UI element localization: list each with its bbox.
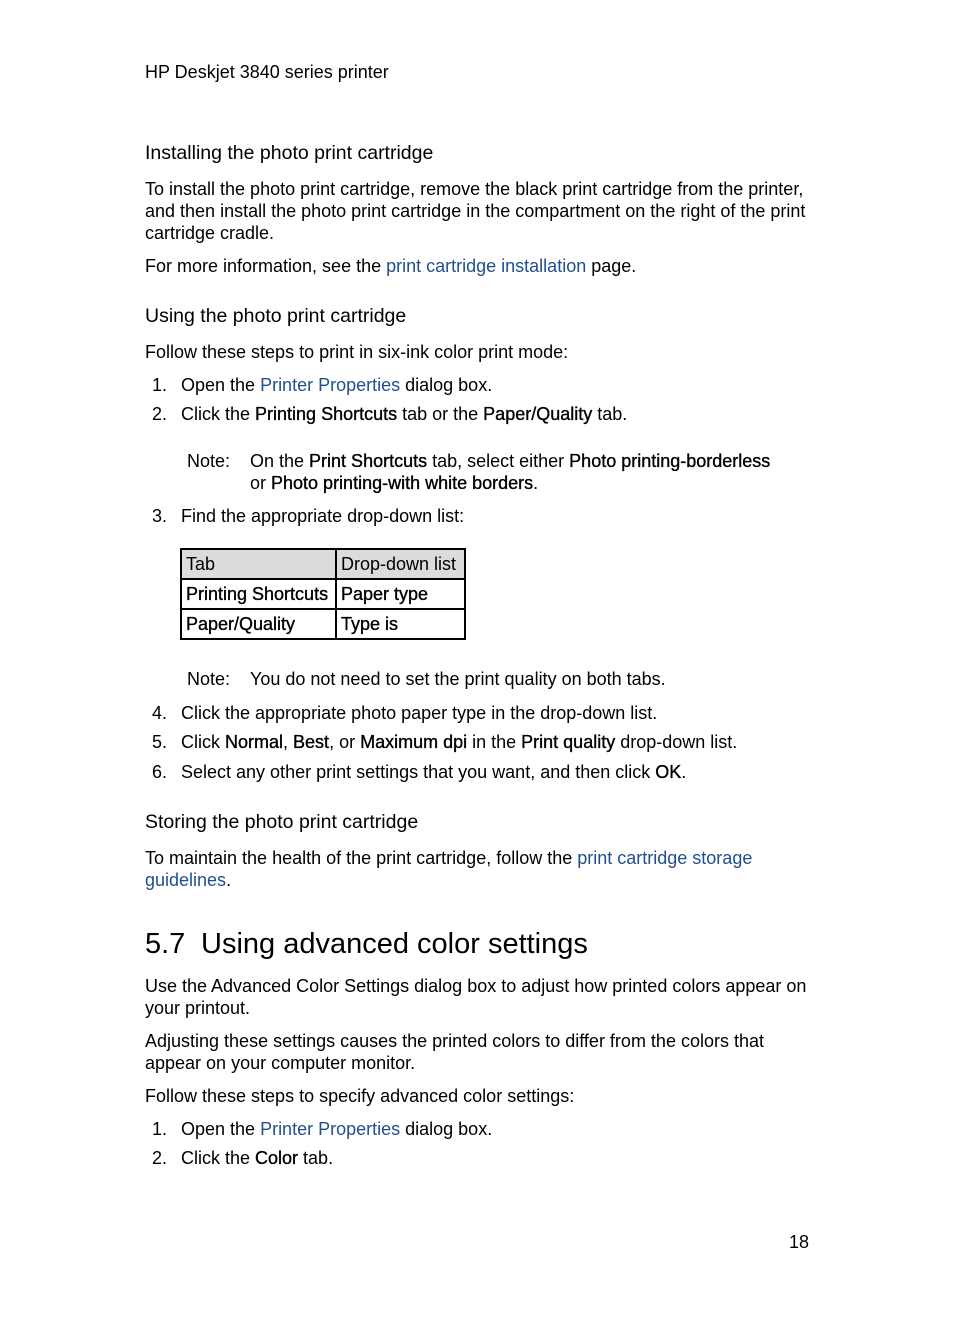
ui-term: Color: [255, 1148, 299, 1168]
list-item: [151, 761, 687, 783]
step-text: tab.: [298, 1148, 334, 1168]
table-row: [181, 579, 465, 609]
list-item: [151, 702, 658, 724]
list-number: 6.: [151, 762, 167, 782]
note-text: .: [533, 473, 539, 493]
using-intro: Follow these steps to print in six-ink color print mode:: [145, 342, 569, 362]
note-print-quality: [187, 668, 810, 692]
step-text: tab or the: [397, 404, 484, 424]
ui-term: Maximum dpi: [360, 732, 468, 752]
step-text: Select any other print settings that you want, and then click: [181, 762, 656, 782]
ui-term: Type is: [341, 613, 399, 634]
list-number: 2.: [151, 1148, 167, 1168]
step-text: Open the: [181, 1119, 261, 1139]
list-number: 2.: [151, 404, 167, 424]
ui-term: Photo printing-with white borders: [271, 473, 534, 493]
link-text: print cartridge storage: [577, 848, 753, 868]
ui-term: Best: [293, 732, 330, 752]
link-text: guidelines: [145, 870, 227, 890]
step-text: tab.: [592, 404, 628, 424]
section-title-text: Using advanced color settings: [201, 928, 588, 960]
note-label: Note:: [187, 451, 231, 471]
step-text: Click the: [181, 404, 256, 424]
printer-properties-link[interactable]: Printer Properties: [260, 375, 401, 395]
ui-term: OK: [655, 762, 682, 782]
table-header-cell: Drop-down list: [336, 549, 465, 579]
list-number: 4.: [151, 703, 167, 723]
table-header-row: [181, 549, 465, 579]
list-item: [151, 374, 493, 396]
more-info-prefix: For more information, see the: [145, 256, 387, 276]
ui-term: Printing Shortcuts: [255, 404, 398, 424]
step-text: Click: [181, 732, 225, 752]
list-item: [151, 1118, 493, 1140]
table-cell: [336, 609, 465, 639]
installing-heading: Installing the photo print cartridge: [145, 142, 434, 164]
page-number: 18: [789, 1232, 810, 1252]
note-text: On the: [250, 451, 310, 471]
step-text: , or: [329, 732, 361, 752]
ui-term: Photo printing-borderless: [569, 451, 771, 471]
step-text: Click the appropriate photo paper type in the drop-down list.: [181, 703, 658, 723]
dropdown-table: [180, 548, 466, 640]
table-cell: [181, 579, 336, 609]
installing-paragraph: To install the photo print cartridge, remove the black print cartridge from the printer, and then install the photo print cartridge in the compartment on the right of the print cartridge cradle.: [145, 179, 806, 243]
printer-properties-link[interactable]: Printer Properties: [260, 1119, 401, 1139]
table-header-cell: Tab: [181, 549, 336, 579]
list-number: 5.: [151, 732, 167, 752]
list-item: [151, 731, 738, 753]
list-number: 3.: [151, 506, 167, 526]
more-info-line: [145, 255, 813, 277]
ui-term: Print quality: [521, 732, 616, 752]
more-info-suffix: page.: [586, 256, 637, 276]
ui-term: Paper type: [341, 583, 429, 604]
ui-term: Paper/Quality: [186, 613, 296, 634]
note-print-shortcuts: [187, 450, 810, 496]
table-cell: [181, 609, 336, 639]
step-text: Click the: [181, 1148, 256, 1168]
list-number: 1.: [151, 1119, 167, 1139]
step-text: drop-down list.: [615, 732, 738, 752]
step-text: Find the appropriate drop-down list:: [181, 506, 465, 526]
table-row: [181, 609, 465, 639]
ui-term: Paper/Quality: [483, 404, 593, 424]
section-title: [145, 928, 588, 961]
print-cartridge-installation-link[interactable]: print cartridge installation: [386, 256, 587, 276]
using-heading: Using the photo print cartridge: [145, 305, 407, 327]
ui-term: Normal: [225, 732, 284, 752]
note-text: or: [250, 473, 272, 493]
storing-paragraph: [145, 847, 813, 891]
section-paragraph: Use the Advanced Color Settings dialog box to adjust how printed colors appear on your printout.: [145, 976, 807, 1018]
note-label: Note:: [187, 669, 231, 689]
section-number: 5.7: [145, 928, 186, 960]
step-text: dialog box.: [400, 375, 493, 395]
step-text: in the: [467, 732, 522, 752]
storing-text: .: [226, 870, 232, 890]
note-text: tab, select either: [427, 451, 570, 471]
step-text: .: [681, 762, 687, 782]
step-text: ,: [283, 732, 294, 752]
list-item: [151, 505, 465, 527]
list-number: 1.: [151, 375, 167, 395]
ui-term: Print Shortcuts: [309, 451, 428, 471]
storing-heading: Storing the photo print cartridge: [145, 811, 419, 833]
table-cell: [336, 579, 465, 609]
list-item: [151, 403, 628, 425]
ui-term: Printing Shortcuts: [186, 583, 329, 604]
note-body: You do not need to set the print quality on both tabs.: [250, 669, 666, 689]
storing-text: To maintain the health of the print cartridge, follow the: [145, 848, 578, 868]
section-paragraph: Follow these steps to specify advanced color settings:: [145, 1086, 575, 1106]
note-body: [250, 450, 810, 494]
list-item: [151, 1147, 334, 1169]
step-text: dialog box.: [400, 1119, 493, 1139]
step-text: Open the: [181, 375, 261, 395]
running-header: HP Deskjet 3840 series printer: [145, 62, 389, 82]
section-paragraph: Adjusting these settings causes the printed colors to differ from the colors that appear on your computer monitor.: [145, 1031, 764, 1073]
